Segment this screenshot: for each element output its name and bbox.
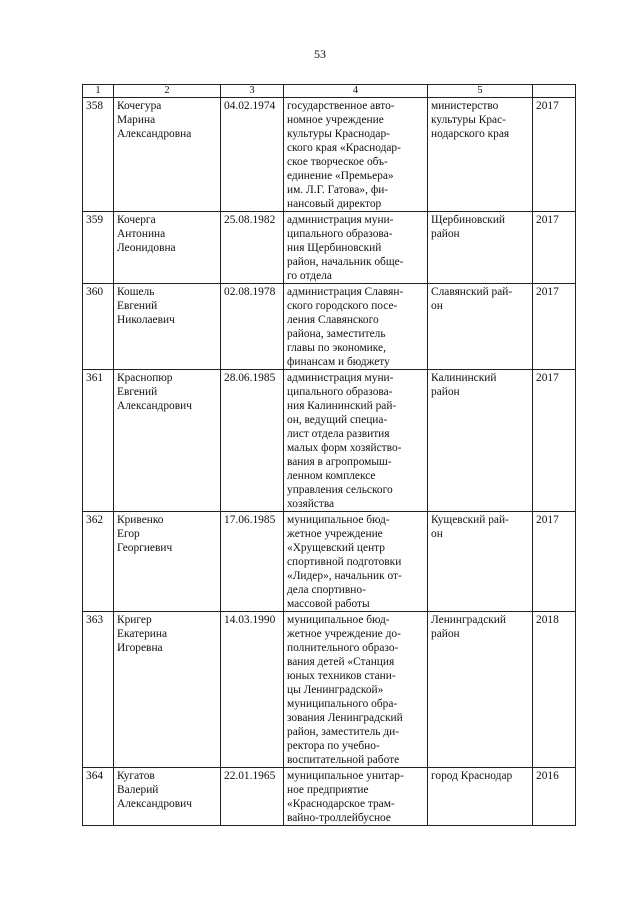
header-row (83, 85, 576, 98)
table-row (83, 512, 576, 612)
region-cell (428, 212, 533, 284)
name-line: Георгиевич (117, 542, 173, 554)
name-line: Евгений (117, 386, 158, 398)
region-line: нодарского края (431, 128, 510, 140)
table-row (83, 370, 576, 512)
region-line: район (431, 386, 460, 398)
workplace-position-cell (284, 284, 428, 370)
region-line: Калининский (431, 372, 497, 384)
year-cell: 2017 (533, 284, 576, 370)
position-line: ципального образова- (287, 228, 393, 240)
name-line: Николаевич (117, 314, 175, 326)
column-header-5: 5 (428, 85, 533, 98)
name-line: Антонина (117, 228, 166, 240)
position-line: район, заместитель ди- (287, 726, 400, 738)
region-line: район (431, 228, 460, 240)
workplace-position-cell (284, 768, 428, 826)
region-line: культуры Крас- (431, 114, 506, 126)
position-line: жетное учреждение до- (287, 628, 401, 640)
position-line: муниципальное унитар- (287, 770, 404, 782)
year-cell: 2016 (533, 768, 576, 826)
region-cell (428, 768, 533, 826)
table-row (83, 212, 576, 284)
position-line: нансовый директор (287, 198, 382, 210)
year-cell: 2018 (533, 612, 576, 768)
region-line: министерство (431, 100, 499, 112)
position-line: администрация муни- (287, 214, 394, 226)
position-line: ципального образова- (287, 386, 393, 398)
position-line: финансам и бюджету (287, 356, 390, 368)
workplace-position-cell (284, 212, 428, 284)
position-line: жетное учреждение (287, 528, 383, 540)
region-cell (428, 370, 533, 512)
workplace-position-cell (284, 512, 428, 612)
position-line: единение «Премьера» (287, 170, 394, 182)
year-cell: 2017 (533, 512, 576, 612)
column-header-4: 4 (284, 85, 428, 98)
name-line: Кригер (117, 614, 152, 626)
position-line: массовой работы (287, 598, 370, 610)
birth-date-cell: 04.02.1974 (221, 98, 284, 212)
table-body (83, 98, 576, 826)
position-line: спортивной подготовки (287, 556, 402, 568)
position-line: муниципальное бюд- (287, 614, 390, 626)
workplace-position-cell (284, 370, 428, 512)
row-number-cell: 364 (83, 768, 114, 826)
region-cell (428, 98, 533, 212)
registry-table (82, 84, 576, 826)
full-name-cell (114, 284, 221, 370)
position-line: главы по экономике, (287, 342, 386, 354)
table-row (83, 612, 576, 768)
region-cell (428, 284, 533, 370)
full-name-cell (114, 212, 221, 284)
position-line: юных техников стани- (287, 670, 396, 682)
region-line: район (431, 628, 460, 640)
birth-date-cell: 25.08.1982 (221, 212, 284, 284)
row-number-cell: 359 (83, 212, 114, 284)
name-line: Кочерга (117, 214, 156, 226)
workplace-position-cell (284, 612, 428, 768)
position-line: воспитательной работе (287, 754, 400, 766)
position-line: цы Ленинградской» (287, 684, 384, 696)
full-name-cell (114, 370, 221, 512)
birth-date-cell: 02.08.1978 (221, 284, 284, 370)
position-line: ректора по учебно- (287, 740, 380, 752)
position-line: вания детей «Станция (287, 656, 395, 668)
column-header-3: 3 (221, 85, 284, 98)
name-line: Александровна (117, 128, 192, 140)
name-line: Марина (117, 114, 156, 126)
page-number: 53 (314, 47, 326, 61)
position-line: лист отдела развития (287, 428, 390, 440)
position-line: полнительного образо- (287, 642, 399, 654)
name-line: Евгений (117, 300, 158, 312)
name-line: Александрович (117, 798, 192, 810)
year-cell: 2017 (533, 212, 576, 284)
position-line: администрация Славян- (287, 286, 404, 298)
position-line: администрация муни- (287, 372, 394, 384)
region-line: Славянский рай- (431, 286, 513, 298)
position-line: дела спортивно- (287, 584, 366, 596)
row-number-cell: 363 (83, 612, 114, 768)
year-cell: 2017 (533, 98, 576, 212)
name-line: Александрович (117, 400, 192, 412)
birth-date-cell: 22.01.1965 (221, 768, 284, 826)
table-row (83, 768, 576, 826)
table-row (83, 98, 576, 212)
region-line: он (431, 300, 443, 312)
region-line: он (431, 528, 443, 540)
position-line: им. Л.Г. Гатова», фи- (287, 184, 389, 196)
position-line: муниципального обра- (287, 698, 398, 710)
position-line: хозяйства (287, 498, 335, 510)
name-line: Валерий (117, 784, 159, 796)
position-line: «Краснодарское трам- (287, 798, 395, 810)
name-line: Игоревна (117, 642, 163, 654)
name-line: Леонидовна (117, 242, 176, 254)
workplace-position-cell (284, 98, 428, 212)
position-line: ления Славянского (287, 314, 379, 326)
column-header-6 (533, 85, 576, 98)
position-line: го отдела (287, 270, 332, 282)
row-number-cell: 361 (83, 370, 114, 512)
position-line: культуры Краснодар- (287, 128, 390, 140)
position-line: муниципальное бюд- (287, 514, 390, 526)
position-line: государственное авто- (287, 100, 395, 112)
position-line: ния Щербиновский (287, 242, 382, 254)
position-line: «Хрущевский центр (287, 542, 385, 554)
position-line: ное предприятие (287, 784, 369, 796)
position-line: района, заместитель (287, 328, 386, 340)
year-cell: 2017 (533, 370, 576, 512)
region-line: Кущевский рай- (431, 514, 509, 526)
name-line: Екатерина (117, 628, 168, 640)
full-name-cell (114, 98, 221, 212)
region-cell (428, 512, 533, 612)
position-line: управления сельского (287, 484, 393, 496)
position-line: он, ведущий специа- (287, 414, 388, 426)
birth-date-cell: 17.06.1985 (221, 512, 284, 612)
position-line: ленном комплексе (287, 470, 376, 482)
row-number-cell: 358 (83, 98, 114, 212)
full-name-cell (114, 768, 221, 826)
position-line: ское творческое объ- (287, 156, 388, 168)
name-line: Егор (117, 528, 140, 540)
position-line: ского края «Краснодар- (287, 142, 401, 154)
position-line: район, начальник обще- (287, 256, 404, 268)
row-number-cell: 362 (83, 512, 114, 612)
full-name-cell (114, 512, 221, 612)
region-line: город Краснодар (431, 770, 513, 782)
position-line: зования Ленинградский (287, 712, 403, 724)
table-row (83, 284, 576, 370)
region-line: Щербиновский (431, 214, 506, 226)
position-line: малых форм хозяйство- (287, 442, 402, 454)
full-name-cell (114, 612, 221, 768)
column-header-1: 1 (83, 85, 114, 98)
name-line: Кугатов (117, 770, 155, 782)
region-cell (428, 612, 533, 768)
row-number-cell: 360 (83, 284, 114, 370)
position-line: вания в агропромыш- (287, 456, 392, 468)
name-line: Кочегура (117, 100, 162, 112)
name-line: Кривенко (117, 514, 164, 526)
position-line: ского городского посе- (287, 300, 398, 312)
position-line: вайно-троллейбусное (287, 812, 391, 824)
position-line: «Лидер», начальник от- (287, 570, 402, 582)
name-line: Краснопюр (117, 372, 173, 384)
birth-date-cell: 14.03.1990 (221, 612, 284, 768)
birth-date-cell: 28.06.1985 (221, 370, 284, 512)
column-header-2: 2 (114, 85, 221, 98)
region-line: Ленинградский (431, 614, 506, 626)
position-line: номное учреждение (287, 114, 384, 126)
position-line: ния Калининский рай- (287, 400, 397, 412)
name-line: Кошель (117, 286, 155, 298)
